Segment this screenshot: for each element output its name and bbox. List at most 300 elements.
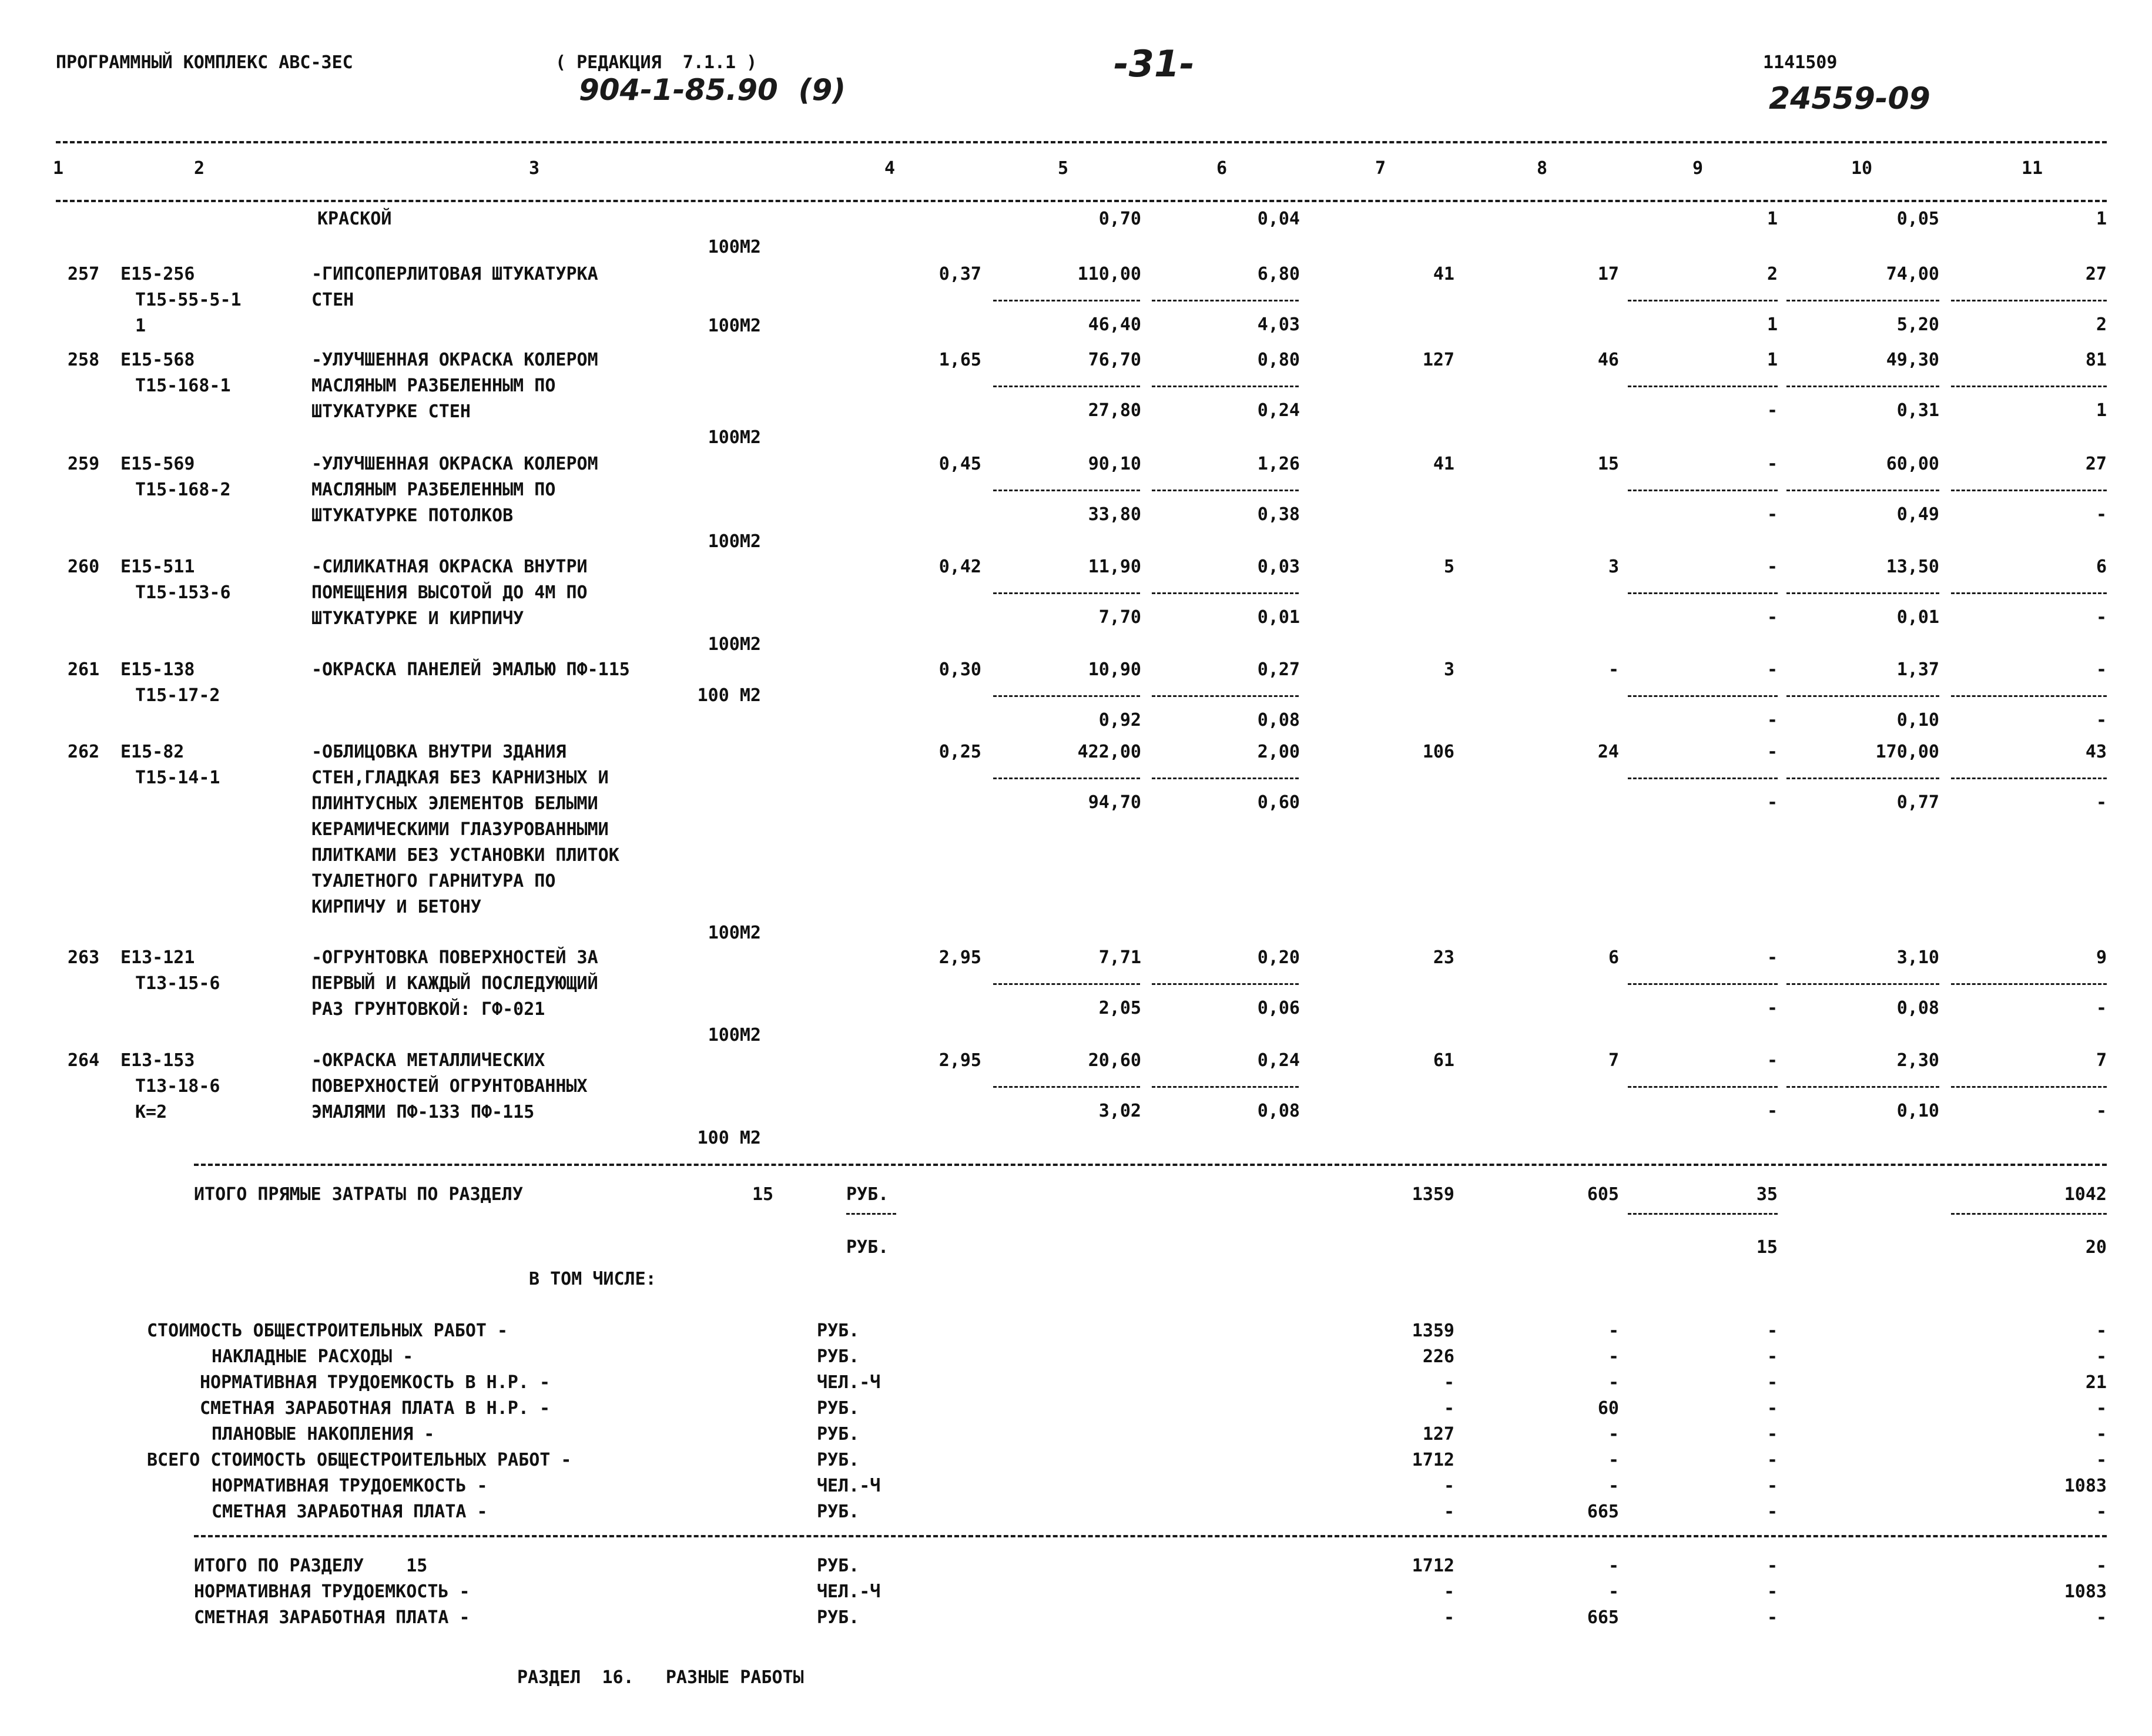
item-value-secondary: 0,10: [1896, 1101, 1939, 1121]
item-value: 1: [1766, 209, 1778, 229]
item-value: 74,00: [1886, 264, 1939, 284]
edition-label: ( РЕДАКЦИЯ 7.1.1 ): [555, 52, 757, 73]
item-description-line: ШТУКАТУРКЕ И КИРПИЧУ: [311, 608, 524, 629]
item-value: 15: [1597, 454, 1619, 474]
item-unit: 100М2: [708, 531, 761, 552]
item-reference: Т15-17-2: [135, 685, 220, 706]
labor-separator: [1786, 777, 1939, 779]
item-value: 43: [2085, 742, 2107, 762]
column-number: 1: [53, 158, 64, 179]
section-total-label: НОРМАТИВНАЯ ТРУДОЕМКОСТЬ -: [194, 1581, 470, 1602]
item-value-secondary: 7,70: [1098, 607, 1141, 628]
item-value: 0,37: [938, 264, 981, 284]
labor-separator: [1628, 1213, 1778, 1215]
item-description-line: -ОГРУНТОВКА ПОВЕРХНОСТЕЙ ЗА: [311, 947, 598, 968]
section-total-value: 1712: [1412, 1556, 1454, 1576]
item-value-secondary: 0,08: [1896, 998, 1939, 1018]
labor-separator: [1951, 983, 2107, 985]
labor-separator: [1628, 300, 1778, 301]
column-number: 3: [529, 158, 540, 179]
item-value: 20,60: [1088, 1050, 1141, 1071]
cost-separator: [993, 777, 1140, 779]
summary-value: -: [1443, 1398, 1454, 1419]
item-reference: Т15-168-1: [135, 376, 231, 396]
item-value: 3: [1608, 557, 1619, 577]
item-reference: Т15-55-5-1: [135, 290, 242, 310]
item-value: 41: [1433, 454, 1454, 474]
summary-value: -: [1608, 1321, 1619, 1341]
item-value: 3: [1443, 659, 1454, 680]
program-title: ПРОГРАММНЫЙ КОМПЛЕКС АВС-3ЕС: [56, 52, 353, 73]
item-value: 60,00: [1886, 454, 1939, 474]
direct-costs-value: 1359: [1412, 1184, 1454, 1205]
column-number: 7: [1375, 158, 1386, 179]
item-value-secondary: 3,02: [1098, 1101, 1141, 1121]
item-value: 7: [1608, 1050, 1619, 1071]
item-value-secondary: -: [2096, 607, 2107, 628]
labor-separator: [1628, 777, 1778, 779]
cost-separator: [1152, 777, 1299, 779]
item-reference: Т15-168-2: [135, 480, 231, 500]
labor-separator: [1786, 1086, 1939, 1088]
item-value: 46: [1597, 350, 1619, 370]
item-value: 41: [1433, 264, 1454, 284]
labor-separator: [1628, 386, 1778, 387]
section-total-label: СМЕТНАЯ ЗАРАБОТНАЯ ПЛАТА -: [194, 1607, 470, 1628]
cost-separator: [1152, 592, 1299, 594]
column-number: 2: [194, 158, 205, 179]
summary-value: 1083: [2064, 1476, 2107, 1496]
item-unit: 100 М2: [697, 1128, 761, 1148]
summary-value: -: [2096, 1450, 2107, 1470]
section-total-value: 665: [1587, 1607, 1619, 1628]
item-value: 1: [1766, 350, 1778, 370]
section-total-value: -: [1608, 1581, 1619, 1602]
item-reference-extra: 1: [135, 316, 146, 336]
labor-separator: [1951, 592, 2107, 594]
item-value: 0,25: [938, 742, 981, 762]
item-description-line: ТУАЛЕТНОГО ГАРНИТУРА ПО: [311, 871, 556, 892]
item-value-secondary: 0,24: [1257, 400, 1300, 421]
item-description-line: ПОВЕРХНОСТЕЙ ОГРУНТОВАННЫХ: [311, 1076, 588, 1097]
item-description-line: -СИЛИКАТНАЯ ОКРАСКА ВНУТРИ: [311, 557, 588, 577]
item-value-secondary: -: [1766, 607, 1778, 628]
summary-unit: РУБ.: [817, 1502, 860, 1522]
item-value: 81: [2085, 350, 2107, 370]
cost-separator: [993, 592, 1140, 594]
item-value-secondary: 27,80: [1088, 400, 1141, 421]
item-value: 7,71: [1098, 947, 1141, 968]
item-value: -: [1608, 659, 1619, 680]
item-value: 0,24: [1257, 1050, 1300, 1071]
item-value: 76,70: [1088, 350, 1141, 370]
item-description-line: ПОМЕЩЕНИЯ ВЫСОТОЙ ДО 4М ПО: [311, 582, 588, 603]
item-value-secondary: 46,40: [1088, 314, 1141, 335]
summary-value: 21: [2085, 1372, 2107, 1393]
item-value: -: [2096, 659, 2107, 680]
item-value: 3,10: [1896, 947, 1939, 968]
item-value-secondary: 0,92: [1098, 710, 1141, 730]
item-number: 264: [68, 1050, 100, 1071]
section-total-value: -: [1766, 1581, 1778, 1602]
item-value: -: [1766, 454, 1778, 474]
item-value: -: [1766, 1050, 1778, 1071]
labor-separator: [1628, 490, 1778, 491]
cost-separator: [993, 386, 1140, 387]
direct-costs-value: 35: [1756, 1184, 1778, 1205]
item-description-line: СТЕН,ГЛАДКАЯ БЕЗ КАРНИЗНЫХ И: [311, 768, 609, 788]
summary-label: НАКЛАДНЫЕ РАСХОДЫ -: [212, 1346, 414, 1367]
summary-value: -: [1608, 1424, 1619, 1445]
item-unit: 100М2: [708, 237, 761, 257]
item-description-line: ПЕРВЫЙ И КАЖДЫЙ ПОСЛЕДУЮЩИЙ: [311, 973, 598, 994]
summary-value: 226: [1422, 1346, 1454, 1367]
item-value: 11,90: [1088, 557, 1141, 577]
item-reference-extra: К=2: [135, 1102, 167, 1122]
item-value: 0,42: [938, 557, 981, 577]
item-number: 258: [68, 350, 100, 370]
item-description-line: МАСЛЯНЫМ РАЗБЕЛЕННЫМ ПО: [311, 480, 556, 500]
item-value: 6: [2096, 557, 2107, 577]
item-value-secondary: -: [2096, 792, 2107, 813]
labor-separator: [1951, 386, 2107, 387]
direct-costs-value: 605: [1587, 1184, 1619, 1205]
item-value-secondary: -: [1766, 710, 1778, 730]
item-description-line: ЭМАЛЯМИ ПФ-133 ПФ-115: [311, 1102, 535, 1122]
item-value-secondary: 2: [2096, 314, 2107, 335]
item-value: 49,30: [1886, 350, 1939, 370]
item-code: Е13-153: [120, 1050, 195, 1071]
section-total-value: 1083: [2064, 1581, 2107, 1602]
item-code: Е15-569: [120, 454, 195, 474]
direct-costs-value: 1042: [2064, 1184, 2107, 1205]
item-unit: 100М2: [708, 634, 761, 655]
item-description-line: ПЛИНТУСНЫХ ЭЛЕМЕНТОВ БЕЛЫМИ: [311, 793, 598, 814]
item-value-secondary: -: [1766, 998, 1778, 1018]
item-value: -: [1766, 557, 1778, 577]
item-reference: Т15-153-6: [135, 582, 231, 603]
item-unit: 100М2: [708, 923, 761, 943]
item-description-line: -ОБЛИЦОВКА ВНУТРИ ЗДАНИЯ: [311, 742, 567, 762]
cost-separator: [993, 300, 1140, 301]
item-value-secondary: 0,60: [1257, 792, 1300, 813]
cost-separator: [993, 490, 1140, 491]
section-total-unit: РУБ.: [817, 1556, 860, 1576]
item-value: 24: [1597, 742, 1619, 762]
cost-separator: [1152, 1086, 1299, 1088]
item-value: 2,95: [938, 1050, 981, 1071]
item-code: Е15-511: [120, 557, 195, 577]
item-value: 106: [1422, 742, 1454, 762]
item-description-line: -ОКРАСКА МЕТАЛЛИЧЕСКИХ: [311, 1050, 545, 1071]
summary-unit: РУБ.: [817, 1321, 860, 1341]
totals-top-rule: [194, 1164, 2107, 1166]
item-value: 1: [2096, 209, 2107, 229]
summary-value: -: [1766, 1321, 1778, 1341]
labor-separator: [1951, 695, 2107, 697]
item-value-secondary: 0,06: [1257, 998, 1300, 1018]
item-value: 1,26: [1257, 454, 1300, 474]
labor-separator: [1786, 695, 1939, 697]
column-number: 8: [1537, 158, 1548, 179]
item-description-line: КИРПИЧУ И БЕТОНУ: [311, 897, 481, 917]
item-value: 6,80: [1257, 264, 1300, 284]
item-value: 10,90: [1088, 659, 1141, 680]
item-code: Е13-121: [120, 947, 195, 968]
summary-value: -: [1608, 1346, 1619, 1367]
item-description-line: -ОКРАСКА ПАНЕЛЕЙ ЭМАЛЬЮ ПФ-115: [311, 659, 630, 680]
section-total-label: ИТОГО ПО РАЗДЕЛУ 15: [194, 1556, 428, 1576]
item-value: -: [1766, 659, 1778, 680]
next-section-heading: РАЗДЕЛ 16. РАЗНЫЕ РАБОТЫ: [517, 1667, 804, 1688]
item-number: 262: [68, 742, 100, 762]
item-code: Е15-256: [120, 264, 195, 284]
section-rule: [194, 1535, 2107, 1537]
item-value-secondary: 0,08: [1257, 1101, 1300, 1121]
item-unit: 100М2: [708, 316, 761, 336]
labor-separator: [1951, 1213, 2107, 1215]
header-bottom-rule: [56, 200, 2107, 202]
item-value: 61: [1433, 1050, 1454, 1071]
item-description-line: ШТУКАТУРКЕ ПОТОЛКОВ: [311, 505, 514, 526]
labor-separator: [1786, 983, 1939, 985]
item-value: 127: [1422, 350, 1454, 370]
cost-separator: [1152, 300, 1299, 301]
item-value-secondary: 0,38: [1257, 504, 1300, 525]
item-value-secondary: -: [1766, 1101, 1778, 1121]
section-total-value: -: [2096, 1607, 2107, 1628]
labor-separator: [1951, 777, 2107, 779]
item-value-secondary: 33,80: [1088, 504, 1141, 525]
item-value: 13,50: [1886, 557, 1939, 577]
column-number: 10: [1851, 158, 1873, 179]
summary-value: -: [1443, 1476, 1454, 1496]
item-value-secondary: -: [2096, 1101, 2107, 1121]
column-number: 9: [1692, 158, 1704, 179]
item-description: КРАСКОЙ: [317, 209, 392, 229]
direct-costs-label: ИТОГО ПРЯМЫЕ ЗАТРАТЫ ПО РАЗДЕЛУ: [194, 1184, 523, 1205]
item-value: 422,00: [1077, 742, 1141, 762]
unit-separator: [846, 1213, 896, 1215]
summary-value: -: [1608, 1372, 1619, 1393]
summary-value: 1712: [1412, 1450, 1454, 1470]
item-value-secondary: -: [1766, 504, 1778, 525]
column-number: 4: [884, 158, 896, 179]
item-value: 27: [2085, 454, 2107, 474]
item-value: 0,03: [1257, 557, 1300, 577]
item-value-secondary: 2,05: [1098, 998, 1141, 1018]
item-unit: 100М2: [708, 427, 761, 448]
summary-value: -: [1766, 1346, 1778, 1367]
item-number: 263: [68, 947, 100, 968]
labor-separator: [1786, 592, 1939, 594]
item-value: 27: [2085, 264, 2107, 284]
item-description-line: -ГИПСОПЕРЛИТОВАЯ ШТУКАТУРКА: [311, 264, 598, 284]
section-total-unit: РУБ.: [817, 1607, 860, 1628]
summary-value: -: [2096, 1321, 2107, 1341]
item-value-secondary: 1: [1766, 314, 1778, 335]
item-value-secondary: 0,01: [1257, 607, 1300, 628]
item-value: 9: [2096, 947, 2107, 968]
header-top-rule: [56, 141, 2107, 143]
item-value: 0,27: [1257, 659, 1300, 680]
direct-costs-section: 15: [752, 1184, 774, 1205]
item-value-secondary: 0,77: [1896, 792, 1939, 813]
summary-unit: РУБ.: [817, 1450, 860, 1470]
cost-separator: [993, 695, 1140, 697]
item-value: 0,70: [1098, 209, 1141, 229]
item-value-secondary: -: [1766, 792, 1778, 813]
cost-separator: [1152, 983, 1299, 985]
item-value: 170,00: [1875, 742, 1939, 762]
summary-label: ПЛАНОВЫЕ НАКОПЛЕНИЯ -: [212, 1424, 435, 1445]
section-total-value: -: [2096, 1556, 2107, 1576]
item-value-secondary: 0,49: [1896, 504, 1939, 525]
item-code: Е15-82: [120, 742, 185, 762]
page-number: -31-: [1114, 42, 1195, 85]
item-number: 260: [68, 557, 100, 577]
item-value-secondary: -: [2096, 710, 2107, 730]
section-total-value: -: [1443, 1607, 1454, 1628]
labor-separator: [1628, 695, 1778, 697]
column-number: 5: [1058, 158, 1069, 179]
summary-value: 1359: [1412, 1321, 1454, 1341]
summary-value: -: [2096, 1346, 2107, 1367]
summary-label: НОРМАТИВНАЯ ТРУДОЕМКОСТЬ -: [212, 1476, 488, 1496]
item-value-secondary: 0,08: [1257, 710, 1300, 730]
item-value: 17: [1597, 264, 1619, 284]
section-total-value: -: [1443, 1581, 1454, 1602]
handwritten-doc-code: 904-1-85.90 (9): [579, 73, 846, 107]
item-value: 2,95: [938, 947, 981, 968]
item-value: -: [1766, 947, 1778, 968]
direct-costs-value: 15: [1756, 1237, 1778, 1258]
summary-label: СМЕТНАЯ ЗАРАБОТНАЯ ПЛАТА -: [212, 1502, 488, 1522]
item-value-secondary: 1: [2096, 400, 2107, 421]
handwritten-inventory-number: 24559-09: [1769, 81, 1930, 116]
item-reference: Т13-18-6: [135, 1076, 220, 1097]
item-code: Е15-138: [120, 659, 195, 680]
summary-value: -: [1766, 1450, 1778, 1470]
cost-separator: [1152, 386, 1299, 387]
item-value: 1,37: [1896, 659, 1939, 680]
item-value: 7: [2096, 1050, 2107, 1071]
item-description-line: -УЛУЧШЕННАЯ ОКРАСКА КОЛЕРОМ: [311, 454, 598, 474]
summary-value: -: [1766, 1502, 1778, 1522]
item-reference: Т13-15-6: [135, 973, 220, 994]
summary-value: 127: [1422, 1424, 1454, 1445]
section-total-value: -: [1766, 1556, 1778, 1576]
summary-value: -: [2096, 1424, 2107, 1445]
summary-value: 665: [1587, 1502, 1619, 1522]
item-value-secondary: 0,01: [1896, 607, 1939, 628]
item-value: 1,65: [938, 350, 981, 370]
labor-separator: [1951, 300, 2107, 301]
item-value-secondary: 5,20: [1896, 314, 1939, 335]
labor-separator: [1628, 983, 1778, 985]
cost-separator: [1152, 490, 1299, 491]
item-description-line: РАЗ ГРУНТОВКОЙ: ГФ-021: [311, 999, 545, 1020]
item-value: 23: [1433, 947, 1454, 968]
item-value: 6: [1608, 947, 1619, 968]
summary-value: -: [1766, 1424, 1778, 1445]
including-label: В ТОМ ЧИСЛЕ:: [529, 1269, 656, 1289]
labor-separator: [1786, 386, 1939, 387]
summary-value: -: [1443, 1502, 1454, 1522]
item-value: 0,04: [1257, 209, 1300, 229]
summary-value: -: [1766, 1476, 1778, 1496]
summary-unit: РУБ.: [817, 1424, 860, 1445]
item-value: 2,30: [1896, 1050, 1939, 1071]
item-value: 5: [1443, 557, 1454, 577]
labor-separator: [1786, 490, 1939, 491]
item-description-line: СТЕН: [311, 290, 354, 310]
labor-separator: [1628, 1086, 1778, 1088]
item-value: 2,00: [1257, 742, 1300, 762]
section-total-unit: ЧЕЛ.-Ч: [817, 1581, 881, 1602]
direct-costs-unit: РУБ.: [846, 1184, 889, 1205]
item-value: 0,05: [1896, 209, 1939, 229]
item-value-secondary: -: [2096, 504, 2107, 525]
item-value-secondary: 0,10: [1896, 710, 1939, 730]
item-unit: 100М2: [708, 1025, 761, 1045]
item-value: 2: [1766, 264, 1778, 284]
summary-value: -: [2096, 1398, 2107, 1419]
section-total-value: -: [1766, 1607, 1778, 1628]
summary-value: -: [1608, 1476, 1619, 1496]
summary-value: -: [2096, 1502, 2107, 1522]
summary-value: 60: [1597, 1398, 1619, 1419]
labor-separator: [1951, 1086, 2107, 1088]
direct-costs-unit: РУБ.: [846, 1237, 889, 1258]
summary-unit: РУБ.: [817, 1398, 860, 1419]
labor-separator: [1628, 592, 1778, 594]
item-number: 261: [68, 659, 100, 680]
item-value: 0,20: [1257, 947, 1300, 968]
summary-label: СМЕТНАЯ ЗАРАБОТНАЯ ПЛАТА В Н.Р. -: [200, 1398, 551, 1419]
column-number: 11: [2022, 158, 2043, 179]
item-unit: 100 М2: [697, 685, 761, 706]
item-description-line: ПЛИТКАМИ БЕЗ УСТАНОВКИ ПЛИТОК: [311, 845, 619, 866]
summary-label: НОРМАТИВНАЯ ТРУДОЕМКОСТЬ В Н.Р. -: [200, 1372, 551, 1393]
item-value: 0,45: [938, 454, 981, 474]
item-number: 257: [68, 264, 100, 284]
section-total-value: -: [1608, 1556, 1619, 1576]
item-description-line: МАСЛЯНЫМ РАЗБЕЛЕННЫМ ПО: [311, 376, 556, 396]
cost-separator: [993, 1086, 1140, 1088]
cost-separator: [993, 983, 1140, 985]
labor-separator: [1951, 490, 2107, 491]
summary-unit: ЧЕЛ.-Ч: [817, 1476, 881, 1496]
item-value: 0,30: [938, 659, 981, 680]
item-reference: Т15-14-1: [135, 768, 220, 788]
summary-value: -: [1766, 1398, 1778, 1419]
labor-separator: [1786, 300, 1939, 301]
item-value: 110,00: [1077, 264, 1141, 284]
document-id: 1141509: [1763, 52, 1838, 73]
item-value: 90,10: [1088, 454, 1141, 474]
item-value-secondary: 4,03: [1257, 314, 1300, 335]
direct-costs-value: 20: [2085, 1237, 2107, 1258]
summary-label: СТОИМОСТЬ ОБЩЕСТРОИТЕЛЬНЫХ РАБОТ -: [147, 1321, 508, 1341]
column-number: 6: [1216, 158, 1228, 179]
item-value-secondary: 94,70: [1088, 792, 1141, 813]
cost-separator: [1152, 695, 1299, 697]
summary-value: -: [1608, 1450, 1619, 1470]
item-description-line: ШТУКАТУРКЕ СТЕН: [311, 401, 471, 422]
item-number: 259: [68, 454, 100, 474]
item-value-secondary: -: [1766, 400, 1778, 421]
